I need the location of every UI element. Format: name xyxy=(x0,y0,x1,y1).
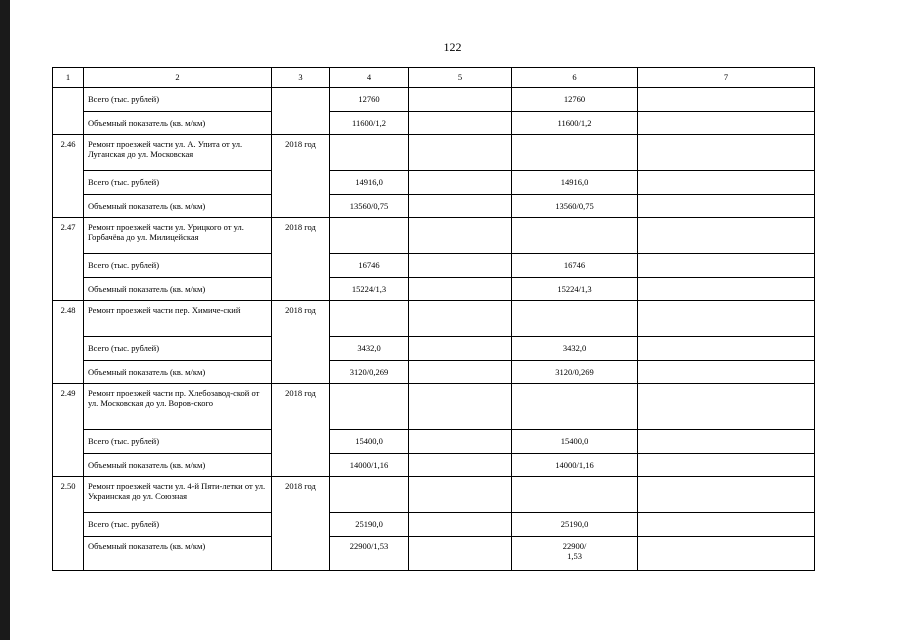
volume-col6: 13560/0,75 xyxy=(512,195,638,218)
empty-cell xyxy=(409,513,512,537)
table-row xyxy=(53,218,815,254)
volume-col4: 3120/0,269 xyxy=(330,361,409,384)
table-row xyxy=(53,361,815,384)
total-col4: 12760 xyxy=(330,88,409,112)
empty-cell xyxy=(409,135,512,171)
col-header-1: 1 xyxy=(53,68,84,88)
volume-col6-line1: 22900/ xyxy=(562,541,587,551)
empty-cell xyxy=(409,361,512,384)
volume-label: Объемный показатель (кв. м/км) xyxy=(84,278,272,301)
col-header-5: 5 xyxy=(409,68,512,88)
empty-cell xyxy=(638,301,815,337)
item-year: 2018 год xyxy=(272,218,330,301)
total-label: Всего (тыс. рублей) xyxy=(84,88,272,112)
empty-cell xyxy=(638,171,815,195)
total-label: Всего (тыс. рублей) xyxy=(84,430,272,454)
empty-cell xyxy=(330,384,409,430)
empty-cell xyxy=(638,112,815,135)
empty-cell xyxy=(638,361,815,384)
scan-edge-bar xyxy=(0,0,10,640)
item-description: Ремонт проезжей части ул. А. Упита от ул. Луганская до ул. Московская xyxy=(84,135,272,171)
empty-cell xyxy=(512,218,638,254)
table-row xyxy=(53,384,815,430)
empty-cell xyxy=(512,477,638,513)
item-number: 2.46 xyxy=(53,135,84,218)
table-row xyxy=(53,477,815,513)
empty-cell xyxy=(512,384,638,430)
column-header-row xyxy=(53,68,815,88)
empty-cell xyxy=(409,477,512,513)
total-col6: 12760 xyxy=(512,88,638,112)
total-col6: 14916,0 xyxy=(512,171,638,195)
empty-cell xyxy=(512,135,638,171)
empty-cell xyxy=(638,254,815,278)
item-description: Ремонт проезжей части пр. Хлебозавод-ской от ул. Московская до ул. Воров-ского xyxy=(84,384,272,430)
volume-col6: 15224/1,3 xyxy=(512,278,638,301)
page-number: 122 xyxy=(443,40,462,54)
total-col4: 15400,0 xyxy=(330,430,409,454)
empty-cell xyxy=(409,454,512,477)
total-col6: 15400,0 xyxy=(512,430,638,454)
volume-col4: 13560/0,75 xyxy=(330,195,409,218)
empty-cell xyxy=(330,477,409,513)
empty-cell xyxy=(409,301,512,337)
empty-cell xyxy=(638,135,815,171)
total-col4: 16746 xyxy=(330,254,409,278)
item-year: 2018 год xyxy=(272,301,330,384)
empty-cell xyxy=(409,195,512,218)
empty-cell xyxy=(409,337,512,361)
table-row xyxy=(53,135,815,171)
volume-col6: 3120/0,269 xyxy=(512,361,638,384)
volume-label: Объемный показатель (кв. м/км) xyxy=(84,361,272,384)
volume-col4: 22900/1,53 xyxy=(330,537,409,571)
empty-cell xyxy=(330,135,409,171)
item-number: 2.48 xyxy=(53,301,84,384)
empty-cell xyxy=(638,218,815,254)
empty-cell xyxy=(638,454,815,477)
table-row xyxy=(53,278,815,301)
item-description: Ремонт проезжей части ул. 4-й Пяти-летки от ул. Украинская до ул. Союзная xyxy=(84,477,272,513)
table-row xyxy=(53,513,815,537)
empty-cell xyxy=(409,112,512,135)
empty-cell xyxy=(409,254,512,278)
item-year: 2018 год xyxy=(272,477,330,571)
item-year: 2018 год xyxy=(272,135,330,218)
table-row xyxy=(53,430,815,454)
table-row xyxy=(53,537,815,571)
item-number: 2.47 xyxy=(53,218,84,301)
table-row xyxy=(53,301,815,337)
total-col6: 3432,0 xyxy=(512,337,638,361)
table-row xyxy=(53,254,815,278)
volume-col4: 11600/1,2 xyxy=(330,112,409,135)
total-col6: 16746 xyxy=(512,254,638,278)
empty-cell xyxy=(512,301,638,337)
empty-cell xyxy=(409,218,512,254)
table-row xyxy=(53,337,815,361)
empty-cell xyxy=(638,477,815,513)
col-header-2: 2 xyxy=(84,68,272,88)
volume-col6-line2: 1,53 xyxy=(567,551,582,562)
volume-col6: 11600/1,2 xyxy=(512,112,638,135)
empty-cell xyxy=(409,430,512,454)
item-description: Ремонт проезжей части пер. Химиче-ский xyxy=(84,301,272,337)
table-row xyxy=(53,112,815,135)
empty-cell xyxy=(638,384,815,430)
total-label: Всего (тыс. рублей) xyxy=(84,513,272,537)
empty-cell xyxy=(638,430,815,454)
empty-cell xyxy=(409,171,512,195)
total-col4: 14916,0 xyxy=(330,171,409,195)
item-year: 2018 год xyxy=(272,384,330,477)
empty-cell xyxy=(638,278,815,301)
budget-table xyxy=(52,67,815,571)
table-row xyxy=(53,454,815,477)
empty-cell xyxy=(638,88,815,112)
empty-cell xyxy=(638,337,815,361)
empty-cell xyxy=(330,218,409,254)
item-number: 2.50 xyxy=(53,477,84,571)
item-description: Ремонт проезжей части ул. Урицкого от ул. Горбачёва до ул. Милицейская xyxy=(84,218,272,254)
col-header-7: 7 xyxy=(638,68,815,88)
volume-label: Объемный показатель (кв. м/км) xyxy=(84,112,272,135)
volume-col6: 14000/1,16 xyxy=(512,454,638,477)
table-row xyxy=(53,88,815,112)
total-col4: 3432,0 xyxy=(330,337,409,361)
empty-cell xyxy=(638,513,815,537)
volume-label: Объемный показатель (кв. м/км) xyxy=(84,537,272,571)
col-header-3: 3 xyxy=(272,68,330,88)
col-header-4: 4 xyxy=(330,68,409,88)
volume-col6 xyxy=(512,537,638,571)
table-row xyxy=(53,171,815,195)
total-label: Всего (тыс. рублей) xyxy=(84,337,272,361)
empty-cell xyxy=(409,384,512,430)
empty-cell xyxy=(409,537,512,571)
total-label: Всего (тыс. рублей) xyxy=(84,254,272,278)
empty-cell xyxy=(638,195,815,218)
empty-cell xyxy=(638,537,815,571)
volume-col4: 14000/1,16 xyxy=(330,454,409,477)
total-col6: 25190,0 xyxy=(512,513,638,537)
col-header-6: 6 xyxy=(512,68,638,88)
volume-col4: 15224/1,3 xyxy=(330,278,409,301)
item-number: 2.49 xyxy=(53,384,84,477)
total-col4: 25190,0 xyxy=(330,513,409,537)
volume-label: Объемный показатель (кв. м/км) xyxy=(84,195,272,218)
volume-label: Объемный показатель (кв. м/км) xyxy=(84,454,272,477)
total-label: Всего (тыс. рублей) xyxy=(84,171,272,195)
empty-cell xyxy=(53,88,84,135)
table-row xyxy=(53,195,815,218)
empty-cell xyxy=(272,88,330,135)
empty-cell xyxy=(409,88,512,112)
empty-cell xyxy=(409,278,512,301)
empty-cell xyxy=(330,301,409,337)
